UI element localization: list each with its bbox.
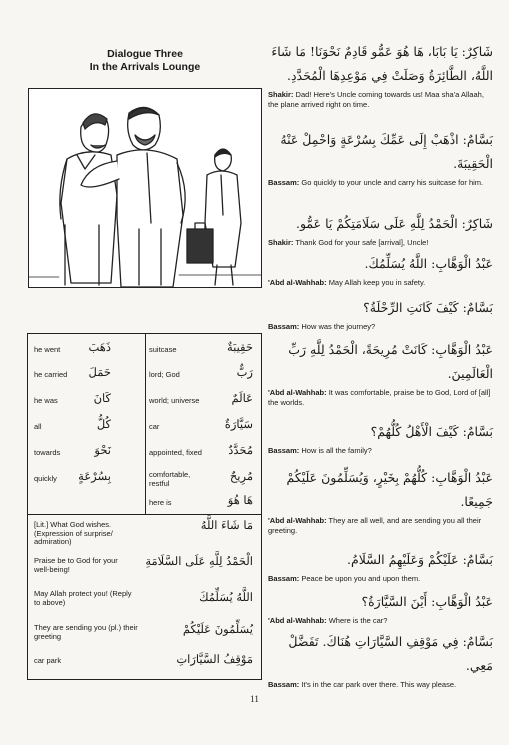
- dialogue-translation: Go quickly to your uncle and carry his suitcase for him.: [301, 178, 484, 187]
- phrase-en: Praise be to God for your well-being!: [34, 556, 118, 574]
- vocab-en: all: [34, 422, 42, 431]
- vocabulary-box: [27, 333, 262, 680]
- vocab-en: here is: [149, 498, 172, 507]
- speaker-name: Shakir:: [268, 238, 294, 247]
- dialogue-arabic: عَبْدُ الْوَهَّابِ: كَانَتْ مُرِيحَةً، الْحَمْدُ لِلَّهِ رَبِّ الْعَالَمِينَ.: [288, 342, 493, 381]
- vocab-ar: كُلُّ: [96, 417, 111, 431]
- dialogue-translation: Where is the car?: [328, 616, 388, 625]
- phrase-ar: اللَّهُ يُسَلِّمُكَ: [199, 590, 253, 604]
- dialogue-line: [268, 590, 493, 626]
- vocab-en: comfortable, restful: [149, 470, 191, 488]
- phrase-ar: يُسَلِّمُونَ عَلَيْكُمْ: [182, 622, 253, 636]
- dialogue-arabic: بَسَّامٌ: كَيْفَ كَانَتِ الرِّحْلَةُ؟: [363, 300, 493, 315]
- speaker-name: 'Abd al-Wahhab:: [268, 616, 327, 625]
- dialogue-english: [268, 574, 493, 584]
- speaker-name: Bassam:: [268, 574, 300, 583]
- speaker-name: 'Abd al-Wahhab:: [268, 388, 327, 397]
- vocab-en: appointed, fixed: [149, 448, 202, 457]
- dialogue-english: [268, 322, 493, 332]
- dialogue-english: [268, 516, 493, 535]
- arrivals-illustration: [28, 88, 262, 288]
- vocab-en: quickly: [34, 474, 57, 483]
- speaker-name: Bassam:: [268, 446, 300, 455]
- phrase-en: [Lit.] What God wishes. (Expression of surprise/ admiration): [34, 520, 113, 546]
- vocab-column-divider: [145, 334, 146, 514]
- vocab-en: car: [149, 422, 160, 431]
- dialogue-translation: It's in the car park over there. This way please.: [301, 680, 457, 689]
- vocab-ar: حَقِيبَةٌ: [226, 340, 253, 354]
- vocab-ar: حَمَلَ: [88, 365, 111, 379]
- dialogue-arabic: عَبْدُ الْوَهَّابِ: أَيْنَ السَّيَّارَةُ؟: [361, 594, 493, 609]
- dialogue-english: [268, 446, 493, 456]
- speaker-name: Bassam:: [268, 178, 300, 187]
- dialogue-translation: Dad! Here's Uncle coming towards us! Maa sha'a Allaah, the plane arrived right on time.: [268, 90, 484, 109]
- dialogue-arabic: بَسَّامٌ: فِي مَوْقِفِ السَّيَّارَاتِ هُنَاكَ. تَفَضَّلْ مَعِي.: [288, 634, 493, 673]
- vocab-en: lord; God: [149, 370, 180, 379]
- dialogue-translation: Thank God for your safe [arrival], Uncle!: [295, 238, 429, 247]
- speaker-name: Bassam:: [268, 322, 300, 331]
- dialogue-arabic: بَسَّامٌ: اذْهَبْ إِلَى عَمِّكَ بِسُرْعَةٍ وَاحْمِلْ عَنْهُ الْحَقِيبَةَ.: [280, 132, 493, 171]
- dialogue-line: [268, 296, 493, 332]
- vocab-ar: عَالَمٌ: [231, 391, 253, 405]
- dialogue-line: [268, 548, 493, 584]
- phrase-ar: مَوْقِفُ السَّيَّارَاتِ: [176, 652, 253, 666]
- dialogue-line: [268, 338, 493, 407]
- dialogue-translation: It was comfortable, praise be to God, Lord of [all] the worlds.: [268, 388, 491, 407]
- vocab-en: he went: [34, 345, 61, 354]
- vocab-section-divider: [28, 514, 261, 515]
- dialogue-arabic: شَاكِرٌ: يَا بَابَا، هَا هُوَ عَمُّو قَادِمٌ نَحْوَنَا! مَا شَاءَ اللَّهُ، الطَّائِرَةُ وَصَلَتْ فِي مَوْعِدِهَا الْمُحَدَّدِ.: [271, 44, 493, 83]
- dialogue-line: [268, 40, 493, 109]
- dialogue-english: [268, 238, 493, 248]
- vocab-ar: نَحْوَ: [94, 443, 111, 457]
- dialogue-arabic: عَبْدُ الْوَهَّابِ: اللَّهُ يُسَلِّمُكَ.: [364, 256, 493, 271]
- vocab-en: he carried: [34, 370, 68, 379]
- vocab-ar: رَبٌّ: [236, 365, 253, 379]
- dialogue-arabic: عَبْدُ الْوَهَّابِ: كُلُّهُمْ بِخَيْرٍ، وَيُسَلِّمُونَ عَلَيْكُمْ جَمِيعًا.: [286, 470, 493, 509]
- dialogue-english: [268, 680, 493, 690]
- dialogue-arabic: بَسَّامٌ: كَيْفَ الْأَهْلُ كُلُّهُمْ؟: [370, 424, 493, 439]
- dialogue-line: [268, 128, 493, 188]
- vocab-en: suitcase: [149, 345, 177, 354]
- vocab-ar: مُرِيحٌ: [229, 469, 253, 483]
- phrase-ar: مَا شَاءَ اللَّهُ: [200, 518, 253, 532]
- dialogue-arabic: بَسَّامٌ: عَلَيْكُمْ وَعَلَيْهِمُ السَّلَامُ.: [347, 552, 493, 567]
- vocab-ar: مُحَدَّدٌ: [228, 443, 253, 457]
- vocab-ar: ذَهَبَ: [88, 340, 111, 354]
- dialogue-translation: How is all the family?: [301, 446, 372, 455]
- title-line-2: In the Arrivals Lounge: [89, 61, 201, 73]
- page-number: 11: [250, 694, 259, 704]
- dialogue-line: [268, 252, 493, 288]
- dialogue-english: [268, 616, 493, 626]
- speaker-name: 'Abd al-Wahhab:: [268, 516, 327, 525]
- dialogue-english: [268, 278, 493, 288]
- vocab-en: towards: [34, 448, 61, 457]
- speaker-name: Bassam:: [268, 680, 300, 689]
- dialogue-translation: How was the journey?: [301, 322, 376, 331]
- dialogue-english: [268, 388, 493, 407]
- dialogue-line: [268, 212, 493, 248]
- dialogue-english: [268, 178, 493, 188]
- dialogue-title: [30, 48, 260, 74]
- dialogue-translation: They are all well, and are sending you all their greeting.: [268, 516, 482, 535]
- vocab-en: world; universe: [149, 396, 200, 405]
- dialogue-translation: Peace be upon you and upon them.: [301, 574, 421, 583]
- vocab-ar: سَيَّارَةٌ: [224, 417, 253, 431]
- vocab-ar: هَا هُوَ: [227, 493, 253, 507]
- dialogue-english: [268, 90, 493, 109]
- speaker-name: 'Abd al-Wahhab:: [268, 278, 327, 287]
- phrase-en: They are sending you (pl.) their greeting: [34, 623, 138, 641]
- phrase-en: May Allah protect you! (Reply to above): [34, 589, 132, 607]
- speaker-name: Shakir:: [268, 90, 294, 99]
- vocab-en: he was: [34, 396, 58, 405]
- dialogue-line: [268, 466, 493, 535]
- vocab-ar: كَانَ: [93, 391, 111, 405]
- title-line-1: Dialogue Three: [107, 48, 183, 60]
- phrase-ar: الْحَمْدُ لِلَّهِ عَلَى السَّلَامَةِ: [145, 554, 253, 568]
- phrase-en: car park: [34, 656, 62, 665]
- vocab-ar: بِسُرْعَةٍ: [78, 469, 111, 483]
- dialogue-line: [268, 630, 493, 690]
- dialogue-arabic: شَاكِرٌ: الْحَمْدُ لِلَّهِ عَلَى سَلَامَتِكُمْ يَا عَمُّو.: [295, 216, 493, 231]
- dialogue-translation: May Allah keep you in safety.: [328, 278, 426, 287]
- dialogue-line: [268, 420, 493, 456]
